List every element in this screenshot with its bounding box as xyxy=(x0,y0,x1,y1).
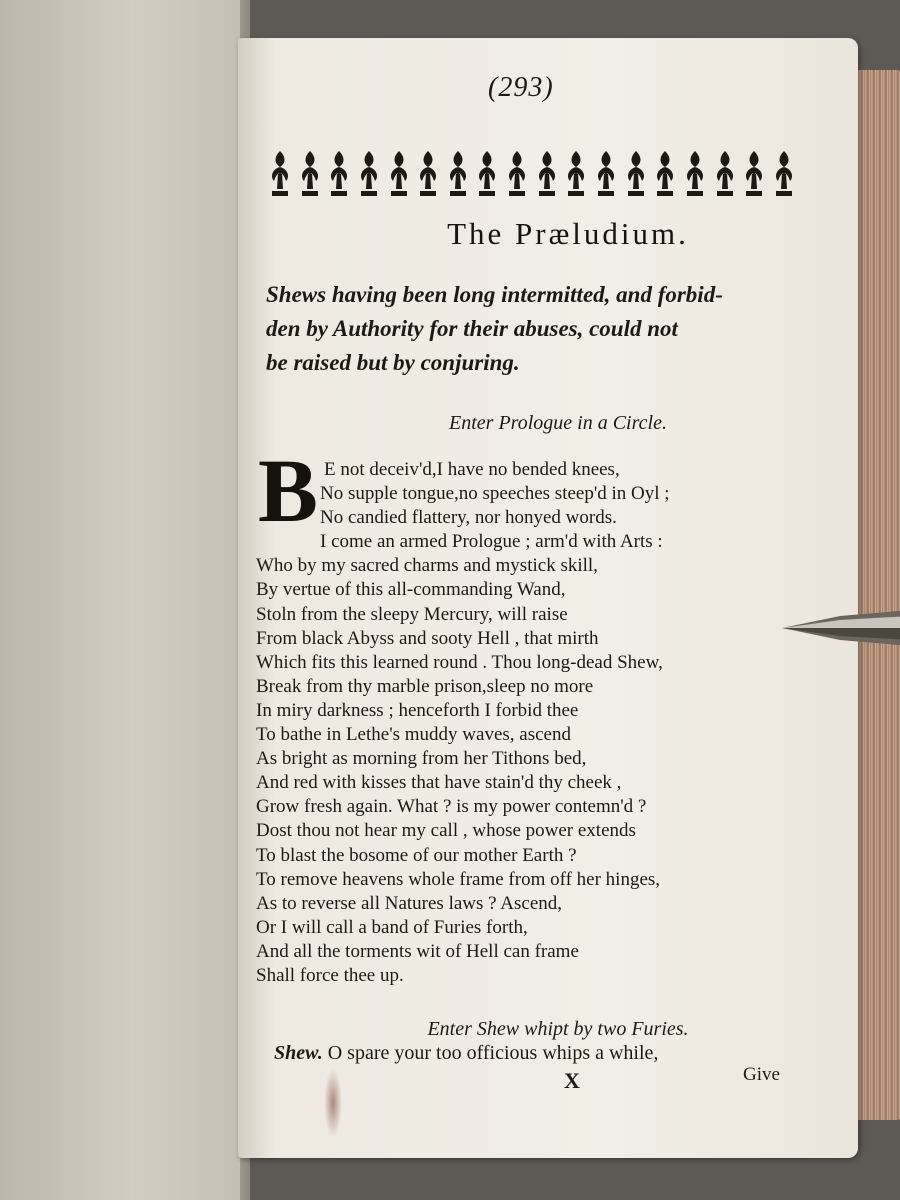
signature-mark: X xyxy=(564,1068,580,1093)
ink-stain xyxy=(324,1068,342,1138)
verse-line: By vertue of this all-commanding Wand, xyxy=(256,579,566,601)
verse-line: Or I will call a band of Furies forth, xyxy=(256,916,528,938)
verse-line: I come an armed Prologue ; arm'd with Arts : xyxy=(320,531,663,553)
page-edges xyxy=(852,70,900,1120)
page-number: (293) xyxy=(488,72,554,103)
book-page xyxy=(238,38,858,1158)
verse-line: As to reverse all Natures laws ? Ascend, xyxy=(256,892,563,914)
fleuron-ornament-icon xyxy=(772,149,796,199)
verse-line: To remove heavens whole frame from off her hinges, xyxy=(256,868,661,890)
fleuron-ornament-icon xyxy=(416,149,440,199)
drop-cap: B xyxy=(258,442,319,541)
verse-body xyxy=(256,458,776,988)
argument-line: Shews having been long intermitted, and forbid- xyxy=(266,282,723,307)
fleuron-ornament-icon xyxy=(357,149,381,199)
verse-line: Which fits this learned round . Thou long-dead Shew, xyxy=(256,651,663,673)
fleuron-ornament-icon xyxy=(564,149,588,199)
verse-line: In miry darkness ; henceforth I forbid thee xyxy=(256,699,579,721)
verse-line: E not deceiv'd,I have no bended knees, xyxy=(324,459,620,480)
verse-line: From black Abyss and sooty Hell , that mirth xyxy=(256,627,599,649)
fleuron-ornament-icon xyxy=(475,149,499,199)
fleuron-ornament-icon xyxy=(713,149,737,199)
verse-line: Break from thy marble prison,sleep no more xyxy=(256,675,594,697)
verse-line: Shall force thee up. xyxy=(256,964,404,986)
pen-pointer-icon xyxy=(780,606,900,650)
fleuron-ornament-icon xyxy=(653,149,677,199)
fleuron-ornament-icon xyxy=(683,149,707,199)
fleuron-ornament-icon xyxy=(505,149,529,199)
fleuron-ornament-icon xyxy=(387,149,411,199)
verse-line: And all the torments wit of Hell can frame xyxy=(256,940,579,962)
facing-page xyxy=(0,0,240,1200)
verse-line: Who by my sacred charms and mystick skill, xyxy=(256,555,598,577)
verse-line: No candied flattery, nor honyed words. xyxy=(320,507,617,529)
fleuron-ornament-icon xyxy=(742,149,766,199)
verse-line: And red with kisses that have stain'd thy cheek , xyxy=(256,772,622,794)
speech-line xyxy=(274,1042,658,1065)
verse-line: Stoln from the sleepy Mercury, will raise xyxy=(256,603,568,625)
verse-line: Grow fresh again. What ? is my power contemn'd ? xyxy=(256,796,647,818)
verse-line: To blast the bosome of our mother Earth ? xyxy=(256,844,577,866)
ornament-band xyxy=(268,148,796,200)
fleuron-ornament-icon xyxy=(327,149,351,199)
fleuron-ornament-icon xyxy=(535,149,559,199)
fleuron-ornament-icon xyxy=(268,149,292,199)
argument xyxy=(266,278,801,380)
verse-line: Dost thou not hear my call , whose power extends xyxy=(256,820,636,842)
stage-direction: Enter Shew whipt by two Furies. xyxy=(427,1018,689,1040)
argument-line: den by Authority for their abuses, could not xyxy=(266,316,678,341)
fleuron-ornament-icon xyxy=(446,149,470,199)
verse-line: No supple tongue,no speeches steep'd in Oyl ; xyxy=(320,483,670,505)
fleuron-ornament-icon xyxy=(594,149,618,199)
catchword: Give xyxy=(743,1064,780,1085)
fleuron-ornament-icon xyxy=(298,149,322,199)
speaker-name: Shew. xyxy=(274,1042,323,1064)
verse-line: As bright as morning from her Tithons bed, xyxy=(256,748,587,770)
fleuron-ornament-icon xyxy=(624,149,648,199)
verse-line: To bathe in Lethe's muddy waves, ascend xyxy=(256,724,571,746)
argument-line: be raised but by conjuring. xyxy=(266,350,520,375)
speech-text: O spare your too officious whips a while, xyxy=(327,1042,659,1064)
stage-direction: Enter Prologue in a Circle. xyxy=(449,412,667,434)
page-title: The Præludium. xyxy=(447,216,689,251)
